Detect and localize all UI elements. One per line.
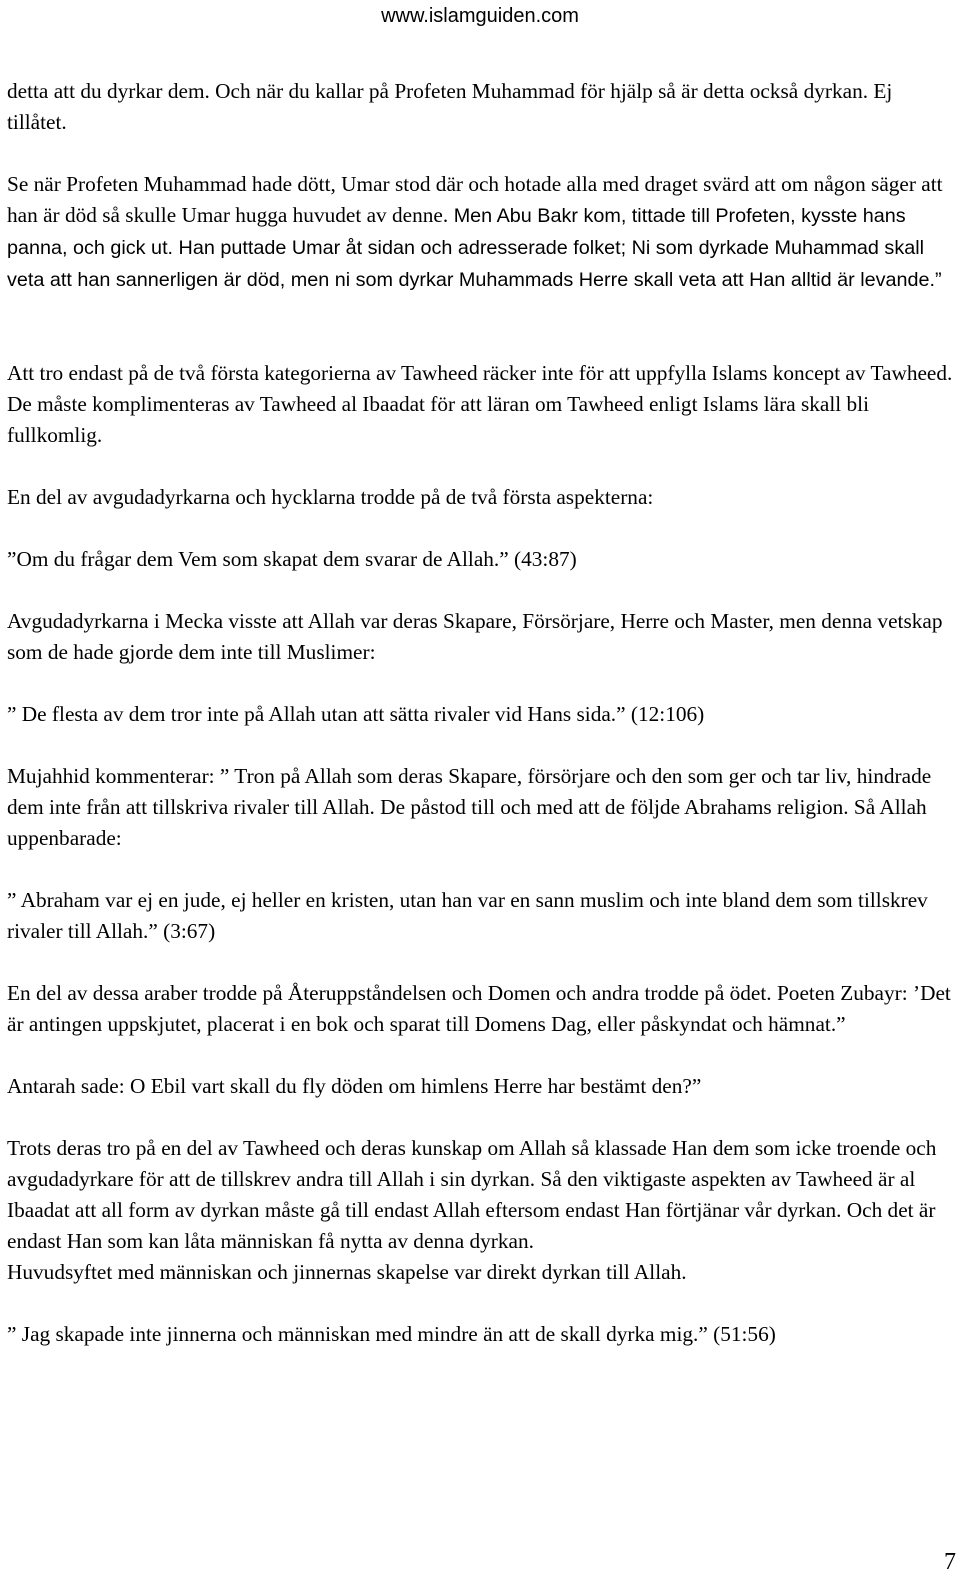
paragraph-6: Mujahhid kommenterar: ” Tron på Allah som deras Skapare, försörjare och den som ger och tar liv, hindrade dem inte från att tillskriva rivaler till Allah. De påstod till och med att de följde Abrahams religion. Så Allah uppenbarade:: [7, 764, 932, 850]
site-url-header: www.islamguiden.com: [381, 5, 579, 27]
paragraph-2-serif: Se när Profeten Muhammad hade dött, Umar stod där och hotade alla med draget svärd att om någon säger att han är död så skulle Umar hugga huvudet av denne.: [7, 172, 943, 227]
paragraph-4: En del av avgudadyrkarna och hycklarna trodde på de två första aspekterna:: [7, 485, 654, 509]
paragraph-5: Avgudadyrkarna i Mecka visste att Allah var deras Skapare, Försörjare, Herre och Master, men denna vetskap som de hade gjorde dem inte till Muslimer:: [7, 609, 943, 664]
page-number: 7: [944, 1549, 956, 1575]
paragraph-7: En del av dessa araber trodde på Återuppståndelsen och Domen och andra trodde på ödet. Poeten Zubayr: ’Det är antingen uppskjutet, placerat i en bok och sparat till Domens Dag, eller påskyndat och hämnat.”: [7, 981, 951, 1036]
quote-43-87: ”Om du frågar dem Vem som skapat dem svarar de Allah.” (43:87): [7, 547, 577, 571]
quote-12-106: ” De flesta av dem tror inte på Allah utan att sätta rivaler vid Hans sida.” (12:106): [7, 702, 705, 726]
paragraph-2: [7, 169, 955, 296]
paragraph-1: detta att du dyrkar dem. Och när du kallar på Profeten Muhammad för hjälp så är detta också dyrkan. Ej tillåtet.: [7, 79, 893, 134]
quote-51-56: ” Jag skapade inte jinnerna och människan med mindre än att de skall dyrka mig.” (51:56): [7, 1322, 776, 1346]
paragraph-10: Huvudsyftet med människan och jinnernas skapelse var direkt dyrkan till Allah.: [7, 1260, 687, 1284]
paragraph-9: Trots deras tro på en del av Tawheed och deras kunskap om Allah så klassade Han dem som icke troende och avgudadyrkare för att de tillskrev andra till Allah i sin dyrkan. Så den viktigaste aspekten av Tawheed är al Ibaadat att all form av dyrkan måste gå till endast Allah eftersom endast Han förtjänar vår dyrkan. Och det är endast Han som kan låta människan få nytta av denna dyrkan.: [7, 1136, 937, 1253]
paragraph-3: Att tro endast på de två första kategorierna av Tawheed räcker inte för att uppfylla Islams koncept av Tawheed. De måste komplimenteras av Tawheed al Ibaadat för att läran om Tawheed enligt Islams lära skall bli fullkomlig.: [7, 361, 953, 447]
document-body: [7, 76, 955, 1381]
quote-3-67: ” Abraham var ej en jude, ej heller en kristen, utan han var en sann muslim och inte bland dem som tillskrev rivaler till Allah.” (3:67): [7, 888, 928, 943]
paragraph-2-sans: Men Abu Bakr kom, tittade till Profeten, kysste hans panna, och gick ut. Han puttade Umar åt sidan och adresserade folket; Ni som dyrkade Muhammad skall veta att han sannerligen är död, men ni som dyrkar Muhammads Herre skall veta att Han alltid är levande.”: [7, 205, 942, 291]
paragraph-8: Antarah sade: O Ebil vart skall du fly döden om himlens Herre har bestämt den?”: [7, 1074, 702, 1098]
